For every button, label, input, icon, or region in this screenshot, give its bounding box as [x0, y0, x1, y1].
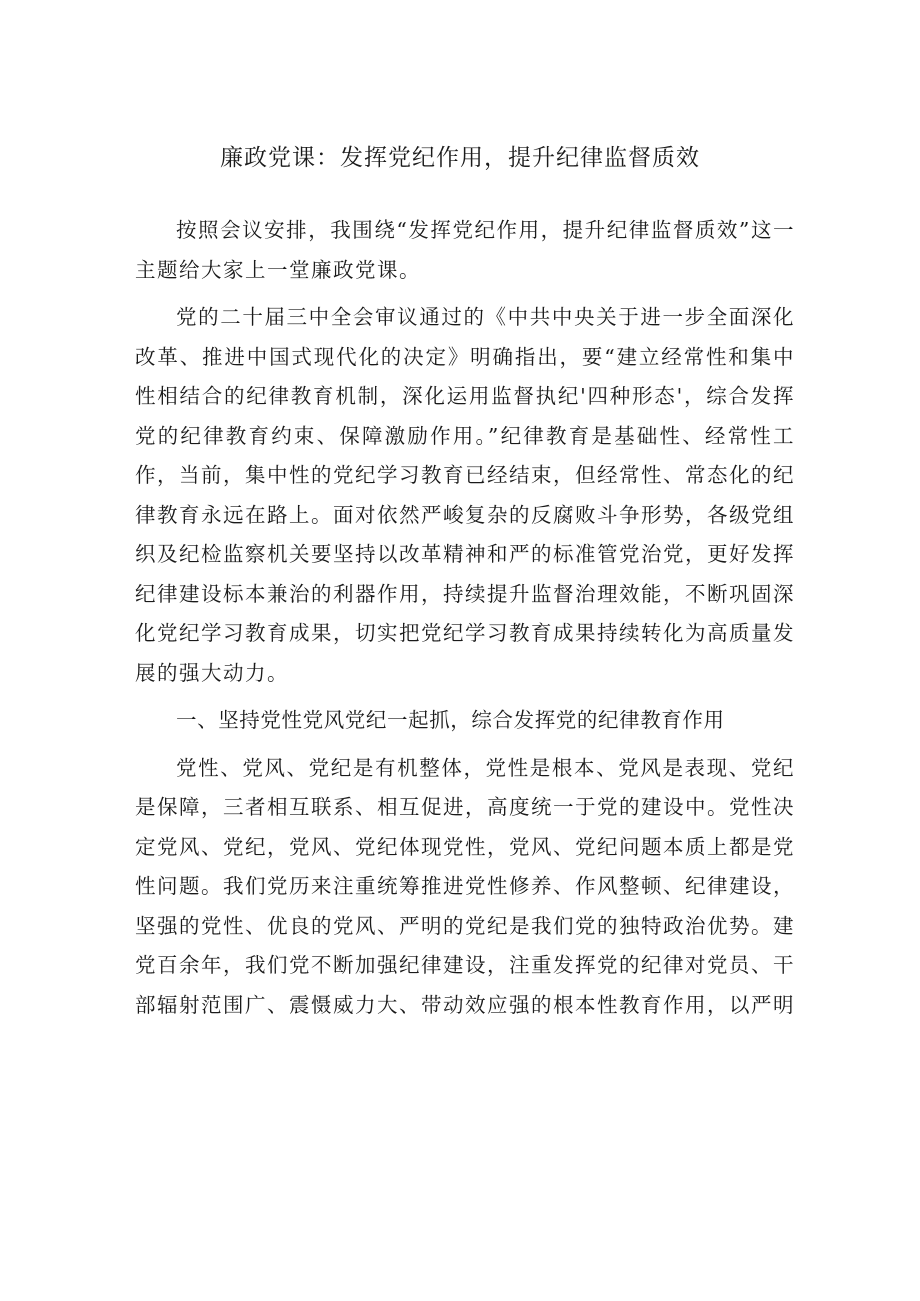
paragraph-decision: 党的二十届三中全会审议通过的《中共中央关于进一步全面深化改革、推进中国式现代化的决定》明确指出，要“建立经常性和集中性相结合的纪律教育机制，深化运用监督执纪'四种形态'，综合发挥党的纪律教育约束、保障激励作用。”纪律教育是基础性、经常性工作，当前，集中性的党纪学习教育已经结束，但经常性、常态化的纪律教育永远在路上。面对依然严峻复杂的反腐败斗争形势，各级党组织及纪检监察机关要坚持以改革精神和严的标准管党治党，更好发挥纪律建设标本兼治的利器作用，持续提升监督治理效能，不断巩固深化党纪学习教育成果，切实把党纪学习教育成果持续转化为高质量发展的强大动力。	[135, 305, 795, 685]
document-title: 廉政党课：发挥党纪作用，提升纪律监督质效	[220, 145, 700, 171]
paragraph-intro: 按照会议安排，我围绕“发挥党纪作用，提升纪律监督质效”这一主题给大家上一堂廉政党课。	[135, 218, 795, 282]
paragraph-party-spirit: 党性、党风、党纪是有机整体，党性是根本、党风是表现、党纪是保障，三者相互联系、相互促进，高度统一于党的建设中。党性决定党风、党纪，党风、党纪体现党性，党风、党纪问题本质上都是党性问题。我们党历来注重统筹推进党性修养、作风整顿、纪律建设，坚强的党性、优良的党风、严明的党纪是我们党的独特政治优势。建党百余年，我们党不断加强纪律建设，注重发挥党的纪律对党员、干部辐射范围广、震慑威力大、带动效应强的根本性教育作用，以严明	[135, 755, 795, 1017]
section-heading-1: 一、坚持党性党风党纪一起抓，综合发挥党的纪律教育作用	[176, 708, 725, 732]
document-body	[135, 211, 795, 1033]
